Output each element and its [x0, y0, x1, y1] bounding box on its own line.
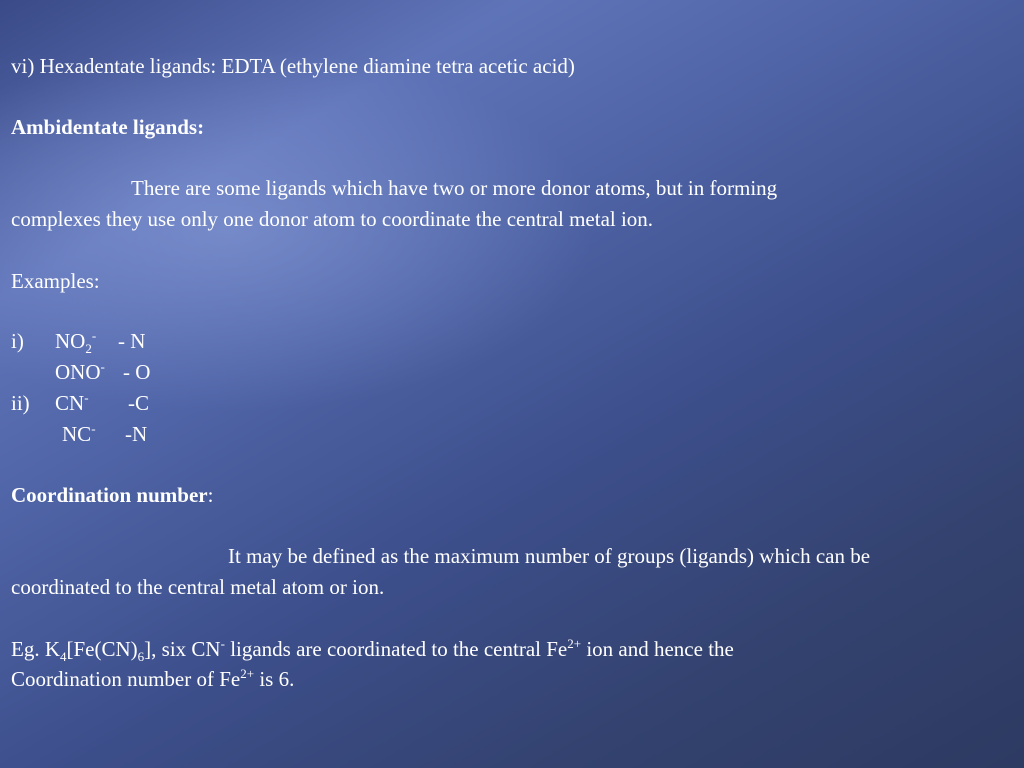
coordination-heading-colon: :	[207, 483, 214, 507]
nc-base: NC	[62, 422, 92, 446]
no2-base: NO	[55, 329, 86, 353]
example-no2	[55, 328, 97, 356]
example-cn	[55, 391, 89, 415]
example-no2-donor: - N	[118, 329, 146, 353]
no2-superscript: -	[91, 328, 97, 343]
ambidentate-paragraph-line1: There are some ligands which have two or more donor atoms, but in forming	[131, 176, 778, 200]
eg-prefix: Eg. K	[11, 637, 60, 661]
cn-superscript: -	[84, 390, 89, 405]
eg-fe-superscript: 2+	[567, 636, 582, 651]
example-cn-donor: -C	[128, 391, 149, 415]
ono-base: ONO	[55, 360, 101, 384]
cn-base: CN	[55, 391, 85, 415]
ambidentate-paragraph-line2: complexes they use only one donor atom to coordinate the central metal ion.	[11, 207, 654, 231]
eg-line2-superscript: 2+	[240, 666, 255, 681]
coordination-paragraph-line2: coordinated to the central metal atom or ion.	[11, 575, 385, 599]
eg-cn-subscript: 6	[137, 649, 145, 664]
eg-cn-superscript: -	[220, 636, 225, 651]
eg-line2-prefix: Coordination number of Fe	[11, 667, 241, 691]
example-nc-donor: -N	[125, 422, 148, 446]
example-nc	[62, 422, 96, 446]
coordination-heading	[11, 483, 213, 507]
eg-k-subscript: 4	[60, 649, 67, 664]
example-i-label: i)	[11, 329, 24, 353]
eg-hence-text: ion and hence the	[581, 637, 734, 661]
eg-complex: [Fe(CN)	[66, 637, 138, 661]
hexadentate-line: vi) Hexadentate ligands: EDTA (ethylene diamine tetra acetic acid)	[11, 54, 575, 78]
example-formula-line1	[11, 636, 734, 664]
example-ono	[55, 360, 105, 384]
eg-coordinated-text: ligands are coordinated to the central Fe	[224, 637, 568, 661]
no2-subscript: 2	[85, 341, 92, 356]
eg-six-cn: ], six CN	[144, 637, 221, 661]
example-ii-label: ii)	[11, 391, 30, 415]
examples-heading: Examples:	[11, 269, 100, 293]
ambidentate-heading: Ambidentate ligands:	[11, 115, 205, 139]
eg-line2-suffix: is 6.	[254, 667, 295, 691]
example-formula-line2	[11, 667, 294, 691]
coordination-heading-text: Coordination number	[11, 483, 208, 507]
example-ono-donor: - O	[123, 360, 151, 384]
nc-superscript: -	[91, 421, 96, 436]
coordination-paragraph-line1: It may be defined as the maximum number of groups (ligands) which can be	[228, 544, 871, 568]
ono-superscript: -	[100, 359, 105, 374]
